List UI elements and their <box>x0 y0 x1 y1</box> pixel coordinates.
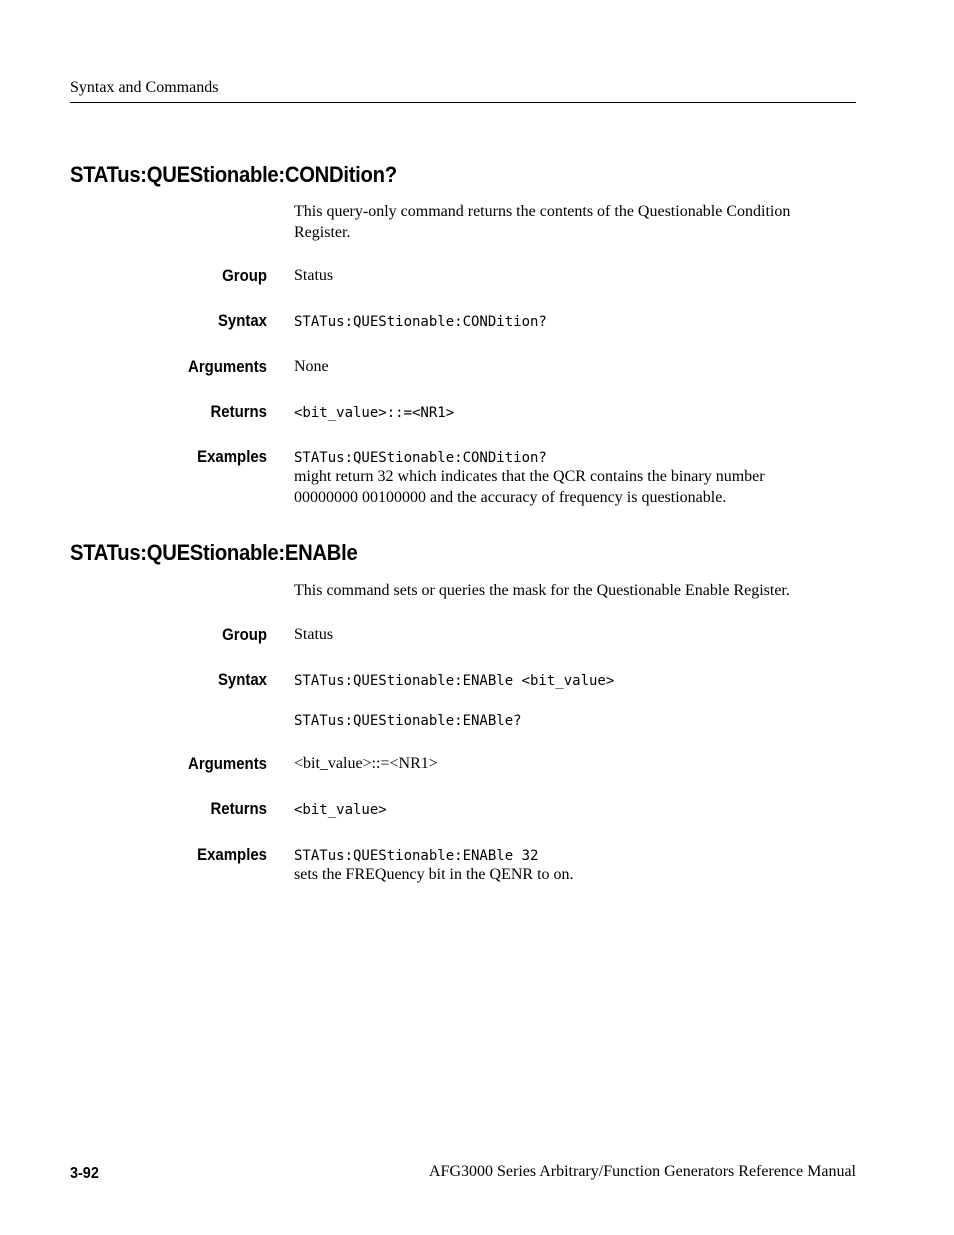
examples-label: Examples <box>197 447 267 466</box>
syntax-line: STATus:QUEStionable:ENABle <bit_value> <box>294 673 615 689</box>
manual-title: AFG3000 Series Arbitrary/Function Generators Reference Manual <box>429 1163 856 1180</box>
example-description: sets the FREQuency bit in the QENR to on. <box>294 866 574 883</box>
arguments-value: <bit_value>::=<NR1> <box>294 755 438 772</box>
running-header: Syntax and Commands <box>70 79 219 96</box>
returns-value: <bit_value>::=<NR1> <box>294 405 455 421</box>
example-code: STATus:QUEStionable:CONDition? <box>294 450 547 466</box>
group-value: Status <box>294 267 334 284</box>
section-title: STATus:QUEStionable:ENABle <box>70 540 358 565</box>
example-description: 00000000 00100000 and the accuracy of frequency is questionable. <box>294 489 727 506</box>
returns-label: Returns <box>210 402 267 421</box>
arguments-label: Arguments <box>188 754 267 773</box>
section-description: This query-only command returns the contents of the Questionable Condition Register. <box>294 203 791 241</box>
group-value: Status <box>294 626 334 643</box>
section-description: This command sets or queries the mask for the Questionable Enable Register. <box>294 582 790 599</box>
example-description: might return 32 which indicates that the QCR contains the binary number <box>294 468 765 485</box>
syntax-line: STATus:QUEStionable:ENABle? <box>294 713 522 729</box>
syntax-line: STATus:QUEStionable:CONDition? <box>294 314 547 330</box>
section-title: STATus:QUEStionable:CONDition? <box>70 162 397 187</box>
syntax-label: Syntax <box>217 670 267 689</box>
group-label: Group <box>222 266 267 285</box>
examples-label: Examples <box>197 845 267 864</box>
page-number: 3-92 <box>70 1165 99 1182</box>
syntax-label: Syntax <box>217 311 267 330</box>
arguments-label: Arguments <box>188 357 267 376</box>
example-code: STATus:QUEStionable:ENABle 32 <box>294 848 539 864</box>
group-label: Group <box>222 625 267 644</box>
returns-label: Returns <box>210 799 267 818</box>
arguments-value: None <box>294 358 329 375</box>
returns-value: <bit_value> <box>294 802 387 818</box>
header-rule <box>70 102 856 103</box>
